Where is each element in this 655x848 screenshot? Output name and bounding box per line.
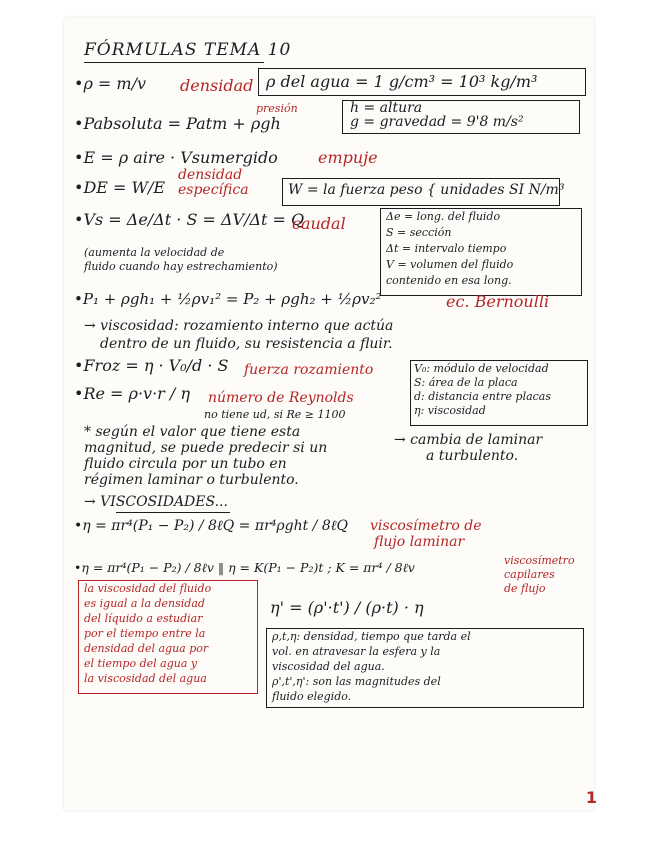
symbol-legend-2: vol. en atravesar la esfera y la xyxy=(272,645,441,658)
relative-viscosity-formula: η' = (ρ'·t') / (ρ·t) · η xyxy=(270,598,424,617)
flow-rate-formula: •Vs = Δe/Δt · S = ΔV/Δt = Q xyxy=(74,210,305,229)
title-underline xyxy=(84,62,264,63)
capillary-label-1: viscosímetro xyxy=(504,554,575,567)
reynolds-label: número de Reynolds xyxy=(208,390,354,406)
laminar-viscosimeter-label-2: flujo laminar xyxy=(374,534,465,550)
flow-legend-section: S = sección xyxy=(386,226,452,239)
capillary-label-2: capilares xyxy=(504,568,555,581)
friction-legend-distance: d: distancia entre placas xyxy=(414,390,552,403)
symbol-legend-5: fluido elegido. xyxy=(272,690,352,703)
symbol-legend-1: ρ,t,η: densidad, tiempo que tarda el xyxy=(272,630,471,643)
regime-note-1: * según el valor que tiene esta xyxy=(84,424,301,440)
velocity-note-1: (aumenta la velocidad de xyxy=(84,246,225,259)
flow-legend-interval: Δt = intervalo tiempo xyxy=(386,242,507,255)
flow-legend-volume: V = volumen del fluido xyxy=(386,258,514,271)
viscosities-underline xyxy=(116,512,230,513)
symbol-legend-4: ρ',t',η': son las magnitudes del xyxy=(272,675,441,688)
flow-legend-contained: contenido en esa long. xyxy=(386,274,512,287)
specific-density-label: densidad específica xyxy=(178,167,249,198)
viscosity-definition-1: → viscosidad: rozamiento interno que actúa xyxy=(84,318,394,334)
symbol-legend-3: viscosidad del agua. xyxy=(272,660,385,673)
laminar-viscosimeter-formula: •η = πr⁴(P₁ − P₂) / 8ℓQ = πr⁴ρght / 8ℓQ xyxy=(74,518,349,534)
pressure-label: presión xyxy=(256,102,298,115)
density-label: densidad xyxy=(180,76,254,95)
bernoulli-formula: •P₁ + ρgh₁ + ½ρv₁² = P₂ + ρgh₂ + ½ρv₂² xyxy=(74,290,382,308)
weight-units-text: W = la fuerza peso { unidades SI N/m³ xyxy=(288,182,565,198)
friction-legend-viscosity: η: viscosidad xyxy=(414,404,486,417)
rule-line-5: densidad del agua por xyxy=(84,642,209,655)
reynolds-formula: •Re = ρ·v·r / η xyxy=(74,384,190,403)
regime-note-4: régimen laminar o turbulento. xyxy=(84,472,299,488)
friction-force-formula: •Froz = η · V₀/d · S xyxy=(74,356,229,375)
rule-line-2: es igual a la densidad xyxy=(84,597,205,610)
laminar-viscosimeter-label-1: viscosímetro de xyxy=(370,518,482,534)
water-density-text: ρ del agua = 1 g/cm³ = 10³ kg/m³ xyxy=(266,72,538,91)
friction-legend-area: S: área de la placa xyxy=(414,376,518,389)
capillary-label-3: de flujo xyxy=(504,582,546,595)
rule-line-4: por el tiempo entre la xyxy=(84,627,206,640)
viscosity-definition-2: dentro de un fluido, su resistencia a fluir. xyxy=(100,336,393,352)
bernoulli-label: ec. Bernoulli xyxy=(446,292,550,311)
rule-line-1: la viscosidad del fluido xyxy=(84,582,212,595)
regime-change-1: → cambia de laminar xyxy=(394,432,543,448)
height-text: h = altura xyxy=(350,100,423,116)
capillary-viscosimeter-formula: •η = πr⁴(P₁ − P₂) / 8ℓv ‖ η = K(P₁ − P₂)t ; K = πr⁴ / 8ℓv xyxy=(74,560,415,575)
velocity-note-2: fluido cuando hay estrechamiento) xyxy=(84,260,278,273)
rule-line-6: el tiempo del agua y xyxy=(84,657,198,670)
reynolds-note: no tiene ud, si Re ≥ 1100 xyxy=(204,408,346,421)
regime-note-2: magnitud, se puede predecir si un xyxy=(84,440,328,456)
flow-rate-label: caudal xyxy=(292,214,346,233)
viscosities-heading: → VISCOSIDADES... xyxy=(84,494,228,510)
page-title: FÓRMULAS TEMA 10 xyxy=(84,40,292,60)
regime-note-3: fluido circula por un tubo en xyxy=(84,456,287,472)
specific-density-formula: •DE = W/E xyxy=(74,178,166,197)
friction-legend-velocity: V₀: módulo de velocidad xyxy=(414,362,549,375)
regime-change-2: a turbulento. xyxy=(426,448,519,464)
page-mark: 1 xyxy=(585,788,597,807)
friction-force-label: fuerza rozamiento xyxy=(244,362,374,378)
gravity-text: g = gravedad = 9'8 m/s² xyxy=(350,114,524,130)
buoyancy-label: empuje xyxy=(318,148,378,167)
absolute-pressure-formula: •Pabsoluta = Patm + ρgh xyxy=(74,114,281,133)
flow-legend-length: Δe = long. del fluido xyxy=(386,210,501,223)
density-formula: •ρ = m/v xyxy=(74,74,147,93)
rule-line-7: la viscosidad del agua xyxy=(84,672,207,685)
buoyancy-formula: •E = ρ aire · Vsumergido xyxy=(74,148,278,167)
rule-line-3: del líquido a estudiar xyxy=(84,612,203,625)
